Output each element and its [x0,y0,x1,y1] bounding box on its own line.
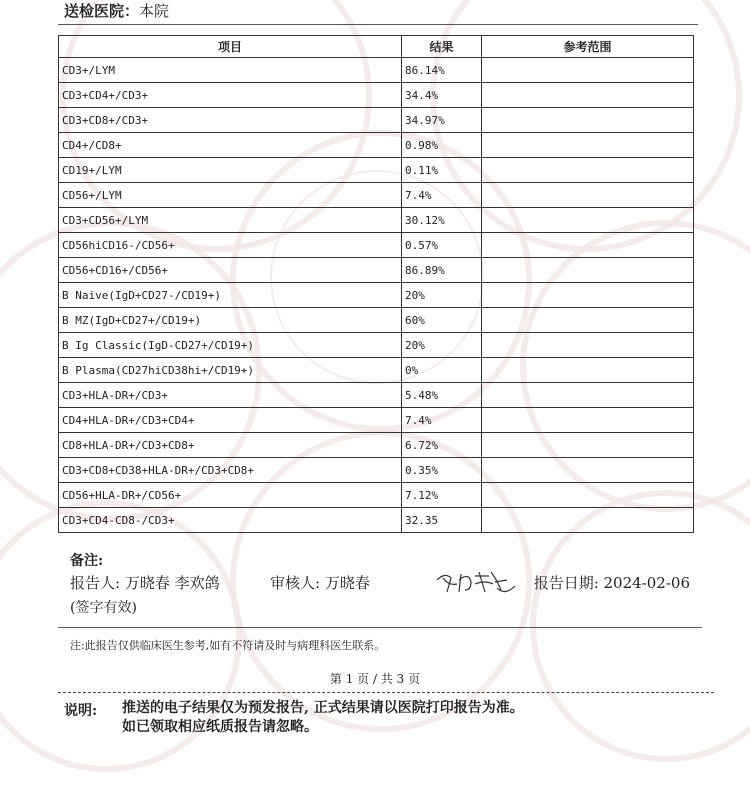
divider [58,24,698,25]
reference-cell [482,508,694,533]
result-cell: 86.14% [402,58,482,83]
item-cell: CD3+CD8+CD38+HLA-DR+/CD3+CD8+ [59,458,402,483]
result-cell: 0% [402,358,482,383]
reference-cell [482,283,694,308]
item-cell: CD3+CD4+/CD3+ [59,83,402,108]
item-cell: B Ig Classic(IgD-CD27+/CD19+) [59,333,402,358]
reference-cell [482,108,694,133]
table-row [59,83,694,108]
item-cell: CD3+HLA-DR+/CD3+ [59,383,402,408]
item-cell: CD19+/LYM [59,158,402,183]
table-row [59,283,694,308]
reference-cell [482,258,694,283]
item-cell: CD3+CD8+/CD3+ [59,108,402,133]
table-row [59,208,694,233]
handwritten-signature [435,566,525,596]
explanation-line-2: 如已领取相应纸质报告请忽略。 [122,719,318,735]
result-cell: 7.4% [402,183,482,208]
hospital-field [64,0,169,21]
table-row [59,333,694,358]
reference-cell [482,183,694,208]
table-row [59,233,694,258]
reference-cell [482,233,694,258]
page-number: 第 1 页 / 共 3 页 [329,672,421,686]
item-cell: CD8+HLA-DR+/CD3+CD8+ [59,433,402,458]
result-cell: 0.35% [402,458,482,483]
explanation-label: 说明: [64,703,98,719]
item-cell: CD3+/LYM [59,58,402,83]
item-cell: CD56+/LYM [59,183,402,208]
column-header-item: 项目 [59,36,402,58]
disclaimer: 注:此报告仅供临床医生参考,如有不符请及时与病理科医生联系。 [70,639,386,652]
result-cell: 32.35 [402,508,482,533]
signature-valid-note: (签字有效) [70,600,137,616]
table-row [59,408,694,433]
table-row [59,383,694,408]
results-table [58,35,694,533]
result-cell: 0.11% [402,158,482,183]
reference-cell [482,433,694,458]
result-cell: 7.4% [402,408,482,433]
item-cell: B Naive(IgD+CD27-/CD19+) [59,283,402,308]
item-cell: B MZ(IgD+CD27+/CD19+) [59,308,402,333]
notes-title: 备注: [70,553,104,569]
item-cell: CD4+/CD8+ [59,133,402,158]
divider [58,627,702,628]
item-cell: CD56+CD16+/CD56+ [59,258,402,283]
result-cell: 20% [402,283,482,308]
result-cell: 34.97% [402,108,482,133]
reference-cell [482,83,694,108]
table-row [59,158,694,183]
table-row [59,258,694,283]
table-row [59,458,694,483]
result-cell: 86.89% [402,258,482,283]
item-cell: B Plasma(CD27hiCD38hi+/CD19+) [59,358,402,383]
result-cell: 34.4% [402,83,482,108]
hospital-label: 送检医院： [64,2,140,20]
table-row [59,108,694,133]
table-body [59,58,694,533]
item-cell: CD56+HLA-DR+/CD56+ [59,483,402,508]
result-cell: 20% [402,333,482,358]
table-row [59,133,694,158]
table-row [59,308,694,333]
reference-cell [482,208,694,233]
table-row [59,58,694,83]
reference-cell [482,333,694,358]
result-cell: 7.12% [402,483,482,508]
table-row [59,433,694,458]
reference-cell [482,483,694,508]
auditor: 审核人: 万晓春 [270,574,370,592]
result-cell: 5.48% [402,383,482,408]
reference-cell [482,308,694,333]
result-cell: 6.72% [402,433,482,458]
reference-cell [482,383,694,408]
reference-cell [482,458,694,483]
result-cell: 0.57% [402,233,482,258]
reference-cell [482,358,694,383]
hospital-value: 本院 [139,2,170,20]
column-header-result: 结果 [402,36,482,58]
result-cell: 30.12% [402,208,482,233]
reference-cell [482,408,694,433]
reference-cell [482,133,694,158]
result-cell: 0.98% [402,133,482,158]
table-row [59,483,694,508]
result-cell: 60% [402,308,482,333]
report-date: 报告日期: 2024-02-06 [533,574,690,592]
column-header-reference: 参考范围 [482,36,694,58]
item-cell: CD3+CD56+/LYM [59,208,402,233]
item-cell: CD3+CD4-CD8-/CD3+ [59,508,402,533]
dashed-divider [58,692,714,693]
item-cell: CD56hiCD16-/CD56+ [59,233,402,258]
table-row [59,358,694,383]
reference-cell [482,158,694,183]
reporter: 报告人: 万晓春 李欢鸽 [70,574,220,592]
explanation-line-1: 推送的电子结果仅为预发报告, 正式结果请以医院打印报告为准。 [122,700,524,716]
table-row [59,508,694,533]
table-row [59,183,694,208]
reference-cell [482,58,694,83]
table-header-row [59,36,694,58]
item-cell: CD4+HLA-DR+/CD3+CD4+ [59,408,402,433]
